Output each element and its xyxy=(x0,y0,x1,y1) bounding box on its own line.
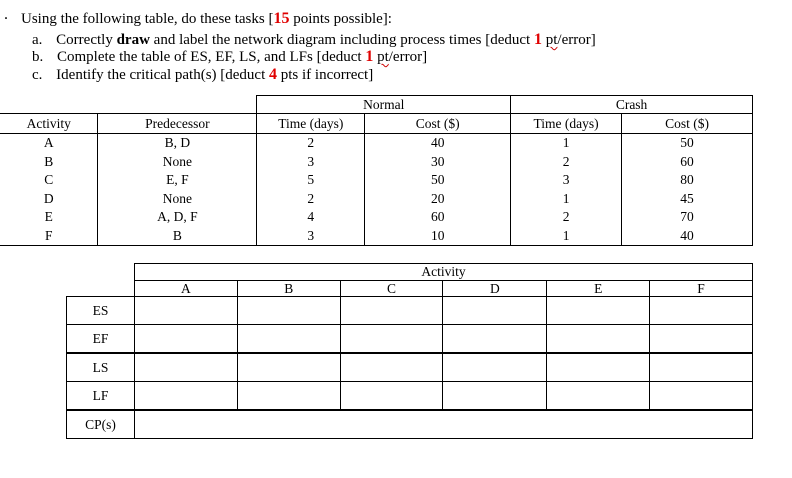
task-c xyxy=(32,66,373,84)
task-c-marker: c. xyxy=(32,67,43,83)
activity-header-row xyxy=(67,281,753,297)
task-a-bold: draw xyxy=(116,32,150,48)
cell-input[interactable] xyxy=(134,297,237,325)
col-crash-cost: Cost ($) xyxy=(622,114,753,134)
intro-post: points possible]: xyxy=(289,11,392,27)
cell-input[interactable] xyxy=(340,297,443,325)
task-c-unit: pts xyxy=(280,67,299,83)
cell-input[interactable] xyxy=(443,297,547,325)
task-c-pre: Identify the critical path(s) [deduct xyxy=(56,67,269,83)
task-a-unit: pt xyxy=(545,32,558,48)
table-row: A B, D 2 40 1 50 xyxy=(0,133,753,152)
cell-input[interactable] xyxy=(340,382,443,411)
row-ls xyxy=(67,353,753,382)
group-activity: Activity xyxy=(134,264,752,281)
intro-points: 15 xyxy=(273,10,290,27)
cell-input[interactable] xyxy=(134,353,237,382)
row-label-cp: CP(s) xyxy=(67,410,135,439)
cell-input[interactable] xyxy=(134,325,237,354)
table-row: B None 3 30 2 60 xyxy=(0,152,753,171)
task-a-mid: and label the network diagram including process times [deduct xyxy=(149,32,534,48)
task-a xyxy=(32,31,596,49)
activity-group-row xyxy=(67,264,753,281)
column-header-row xyxy=(0,114,753,134)
cell-input[interactable] xyxy=(547,353,650,382)
task-a-marker: a. xyxy=(32,32,43,48)
col-crash-time: Time (days) xyxy=(511,114,622,134)
cell-input[interactable] xyxy=(237,325,340,354)
schedule-table xyxy=(66,263,753,439)
cell-input[interactable] xyxy=(340,353,443,382)
table-row: F B 3 10 1 40 xyxy=(0,226,753,245)
intro-line xyxy=(21,10,392,28)
critical-path-input[interactable] xyxy=(134,410,752,439)
row-label-ls: LS xyxy=(67,353,135,382)
table-row: D None 2 20 1 45 xyxy=(0,189,753,208)
col-normal-time: Time (days) xyxy=(257,114,365,134)
cell-input[interactable] xyxy=(237,297,340,325)
col-activity: Activity xyxy=(0,114,98,134)
task-b-deduct: 1 xyxy=(365,48,374,65)
cell-input[interactable] xyxy=(237,353,340,382)
col-f: F xyxy=(650,281,753,297)
task-b-pre: Complete the table of ES, EF, LS, and LFs [deduct xyxy=(57,49,366,65)
row-label-es: ES xyxy=(67,297,135,325)
table-row: E A, D, F 4 60 2 70 xyxy=(0,208,753,227)
task-a-pre: Correctly xyxy=(56,32,117,48)
cell-input[interactable] xyxy=(547,382,650,411)
task-c-post: if incorrect] xyxy=(298,67,374,83)
group-crash: Crash xyxy=(511,96,753,114)
col-predecessor: Predecessor xyxy=(98,114,257,134)
activity-table xyxy=(0,95,753,246)
task-a-deduct: 1 xyxy=(533,31,542,48)
col-normal-cost: Cost ($) xyxy=(365,114,511,134)
task-c-deduct: 4 xyxy=(269,66,277,83)
row-ef xyxy=(67,325,753,354)
cell-input[interactable] xyxy=(547,297,650,325)
table-row: C E, F 5 50 3 80 xyxy=(0,171,753,190)
bullet: . xyxy=(4,6,8,23)
group-normal: Normal xyxy=(257,96,511,114)
task-b-post: /error] xyxy=(388,49,428,65)
cell-input[interactable] xyxy=(650,297,753,325)
task-b-unit: pt xyxy=(377,49,389,65)
cell-input[interactable] xyxy=(443,382,547,411)
task-a-post: /error] xyxy=(557,32,596,48)
col-d: D xyxy=(443,281,547,297)
col-c: C xyxy=(340,281,443,297)
row-cp xyxy=(67,410,753,439)
task-b xyxy=(32,48,427,66)
cell-input[interactable] xyxy=(650,382,753,411)
col-a: A xyxy=(134,281,237,297)
row-label-ef: EF xyxy=(67,325,135,354)
cell-input[interactable] xyxy=(134,382,237,411)
cell-input[interactable] xyxy=(443,353,547,382)
task-b-marker: b. xyxy=(32,49,44,65)
cell-input[interactable] xyxy=(237,382,340,411)
intro-pre: Using the following table, do these tasks [ xyxy=(21,11,274,27)
row-lf xyxy=(67,382,753,411)
cell-input[interactable] xyxy=(650,353,753,382)
group-header-row xyxy=(0,96,753,114)
cell-input[interactable] xyxy=(650,325,753,354)
row-es xyxy=(67,297,753,325)
cell-input[interactable] xyxy=(547,325,650,354)
cell-input[interactable] xyxy=(340,325,443,354)
col-e: E xyxy=(547,281,650,297)
cell-input[interactable] xyxy=(443,325,547,354)
col-b: B xyxy=(237,281,340,297)
row-label-lf: LF xyxy=(67,382,135,411)
